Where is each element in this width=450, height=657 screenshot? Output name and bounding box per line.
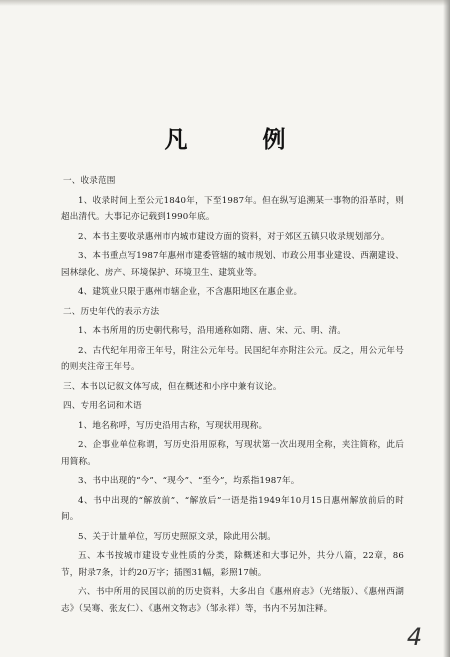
scan-edge-right xyxy=(443,0,450,657)
paragraph: 1、本书所用的历史朝代称号，沿用通称如隋、唐、宋、元、明、清。 xyxy=(78,326,346,336)
page-title: 凡 例 xyxy=(164,126,312,153)
paragraph: 2、企事业单位称谓，写历史沿用原称，写现状第一次出现用全称，夹注简称，此后用简称。 xyxy=(61,440,404,467)
paragraph: 4、建筑业只限于惠州市辖企业，不含惠阳地区在惠企业。 xyxy=(78,287,303,297)
section-paragraph: 五、本书按城市建设专业性质的分类，除概述和大事记外，共分八篇，22章，86节，附录7条，计约20万字；插图31幅，彩照17帧。 xyxy=(61,551,404,578)
paragraph: 5、关于计量单位，写历史照原文录，除此用公制。 xyxy=(78,531,276,542)
document-body xyxy=(61,173,404,620)
paragraph: 3、书中出现的“今”、“现今”、“至今”，均系指1987年。 xyxy=(78,476,300,486)
paragraph: 1、收录时间上至公元1840年，下至1987年。但在纵写追溯某一事物的沿革时，则超出清代。大事记亦记载到1990年底。 xyxy=(61,195,404,222)
paragraph: 4、书中出现的“解放前”、“解放后”一语是指1949年10月15日惠州解放前后的时间。 xyxy=(61,495,404,522)
paragraph: 2、本书主要收录惠州市内城市建设方面的资料，对于郊区五镇只收录规划部分。 xyxy=(78,231,390,242)
section-heading: 三、本书以记叙文体写成，但在概述和小序中兼有议论。 xyxy=(63,381,282,392)
section-paragraph: 六、书中所用的民国以前的历史资料，大多出自《惠州府志》（光绪版）、《惠州西湖志》（吴骞、张友仁）、《惠州文物志》（邹永祥）等，书内不另加注释。 xyxy=(61,587,404,614)
scan-edge-top xyxy=(0,0,450,6)
paragraph: 1、地名称呼，写历史沿用古称，写现状用现称。 xyxy=(78,420,268,431)
paragraph: 2、古代纪年用帝王年号，附注公元年号。民国纪年亦附注公元。反之，用公元年号的则夹注帝王年号。 xyxy=(61,345,404,372)
paragraph: 3、本书重点写1987年惠州市建委管辖的城市规划、市政公用事业建设、西潮建设、园林绿化、房产、环境保护、环境卫生、建筑业等。 xyxy=(61,251,404,278)
section-heading: 二、历史年代的表示方法 xyxy=(63,306,160,317)
page-number: 4 xyxy=(403,623,425,651)
section-heading: 一、收录范围 xyxy=(63,176,116,186)
section-heading: 四、专用名词和术语 xyxy=(63,401,142,411)
